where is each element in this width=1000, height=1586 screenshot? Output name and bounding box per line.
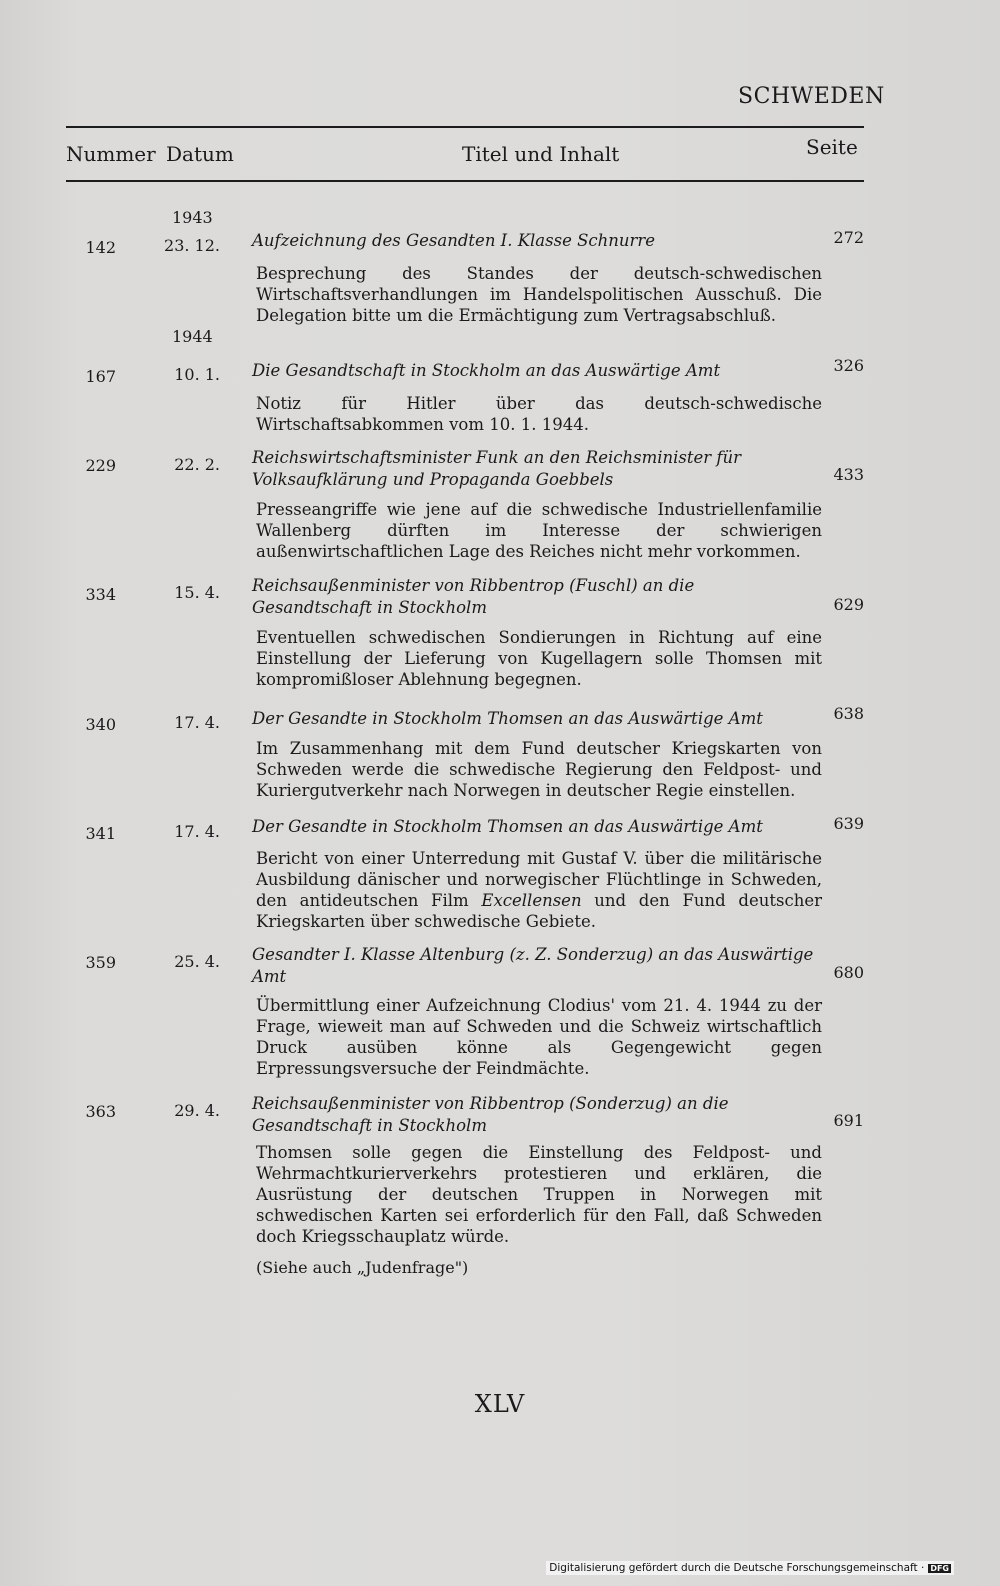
- entry-title: Die Gesandtschaft in Stockholm an das Auswärtige Amt: [252, 361, 721, 380]
- entry-title: Aufzeichnung des Gesandten I. Klasse Schnurre: [252, 231, 656, 250]
- entry-number: 359: [85, 953, 116, 972]
- film-title: Excellensen: [481, 891, 582, 910]
- entry-summary: Presseangriffe wie jene auf die schwedische Industriellenfamilie Wallenberg dürften im Interesse der schwierigen außenwirtschaftlichen Lage des Reiches nicht mehr vorkommen.: [256, 500, 822, 561]
- entry-page: 433: [833, 465, 864, 484]
- year-heading-1943: 1943: [172, 208, 213, 227]
- header-rule-bottom: [66, 180, 864, 182]
- entry-number: 167: [85, 367, 116, 386]
- entry-title: Reichswirtschaftsminister Funk an den Reichsminister für Volksaufklärung und Propaganda Goebbels: [252, 448, 742, 489]
- column-header-date: Datum: [166, 142, 234, 166]
- entry-summary: [256, 848, 822, 932]
- entry-number: 142: [85, 238, 116, 257]
- entry-page: 629: [833, 595, 864, 614]
- page-folio: XLV: [474, 1390, 526, 1418]
- entry-summary: Eventuellen schwedischen Sondierungen in Richtung auf eine Einstellung der Lieferung von Kugellagern solle Thomsen mit kompromißloser Ablehnung begegnen.: [256, 628, 822, 689]
- entry-date: 17. 4.: [174, 713, 220, 732]
- entry-summary: Besprechung des Standes der deutsch-schwedischen Wirtschaftsverhandlungen im Handelspolitischen Ausschuß. Die Delegation bitte um die Ermächtigung zum Vertragsabschluß.: [256, 264, 822, 325]
- entry-summary: Übermittlung einer Aufzeichnung Clodius' vom 21. 4. 1944 zu der Frage, wieweit man auf Schweden und die Schweiz wirtschaftlich Druck ausüben könne als Gegengewicht gegen Erpressungsversuche der Feindmächte.: [256, 996, 822, 1078]
- cross-reference: (Siehe auch „Judenfrage"): [256, 1258, 469, 1277]
- entry-page: 680: [833, 963, 864, 982]
- column-header-title: Titel und Inhalt: [462, 142, 620, 166]
- entry-title: Der Gesandte in Stockholm Thomsen an das Auswärtige Amt: [252, 817, 763, 836]
- column-header-page: Seite: [806, 135, 858, 159]
- entry-title: Gesandter I. Klasse Altenburg (z. Z. Sonderzug) an das Auswärtige Amt: [252, 945, 814, 986]
- footer-text: Digitalisierung gefördert durch die Deutsche Forschungsgemeinschaft ·: [549, 1562, 925, 1574]
- entry-number: 229: [85, 456, 116, 475]
- column-header-number: Nummer: [66, 142, 156, 166]
- header-rule-top: [66, 126, 864, 128]
- digitization-footer: [546, 1561, 954, 1575]
- entry-date: 15. 4.: [174, 583, 220, 602]
- entry-page: 326: [833, 356, 864, 375]
- entry-summary: Thomsen solle gegen die Einstellung des Feldpost- und Wehrmachtkurierverkehrs protestieren und erklären, die Ausrüstung der deutschen Truppen in Norwegen mit schwedischen Karten sei erforderlich für den Fall, daß Schweden doch Kriegsschauplatz würde.: [256, 1143, 822, 1246]
- entry-date: 23. 12.: [164, 236, 220, 255]
- year-heading-1944: 1944: [172, 327, 213, 346]
- entry-date: 10. 1.: [174, 365, 220, 384]
- entry-number: 341: [85, 824, 116, 843]
- entry-date: 22. 2.: [174, 455, 220, 474]
- entry-summary-text: Bericht von einer Unterredung mit Gustaf V. über die militärische Ausbildung dänischer und norwegischer Flüchtlinge in Schweden, den antideutschen Film: [256, 849, 822, 910]
- entry-date: 25. 4.: [174, 952, 220, 971]
- entry-summary: Notiz für Hitler über das deutsch-schwedische Wirtschaftsabkommen vom 10. 1. 1944.: [256, 394, 822, 434]
- entry-number: 340: [85, 715, 116, 734]
- section-title: SCHWEDEN: [738, 84, 885, 109]
- entry-title: Reichsaußenminister von Ribbentrop (Fuschl) an die Gesandtschaft in Stockholm: [252, 576, 695, 617]
- entry-date: 29. 4.: [174, 1101, 220, 1120]
- entry-number: 363: [85, 1102, 116, 1121]
- entry-summary-text: und den Fund deutscher Kriegskarten über schwedische Gebiete.: [256, 891, 822, 931]
- entry-date: 17. 4.: [174, 822, 220, 841]
- entry-page: 691: [833, 1111, 864, 1130]
- entry-summary: Im Zusammenhang mit dem Fund deutscher Kriegskarten von Schweden werde die schwedische Regierung den Feldpost- und Kuriergutverkehr nach Norwegen in deutscher Regie einstellen.: [256, 739, 822, 800]
- entry-number: 334: [85, 585, 116, 604]
- dfg-logo-icon: DFG: [930, 1563, 949, 1573]
- entry-title: Reichsaußenminister von Ribbentrop (Sonderzug) an die Gesandtschaft in Stockholm: [252, 1094, 729, 1135]
- entry-title: Der Gesandte in Stockholm Thomsen an das Auswärtige Amt: [252, 709, 763, 728]
- entry-page: 272: [833, 228, 864, 247]
- entry-page: 639: [833, 814, 864, 833]
- entry-page: 638: [833, 704, 864, 723]
